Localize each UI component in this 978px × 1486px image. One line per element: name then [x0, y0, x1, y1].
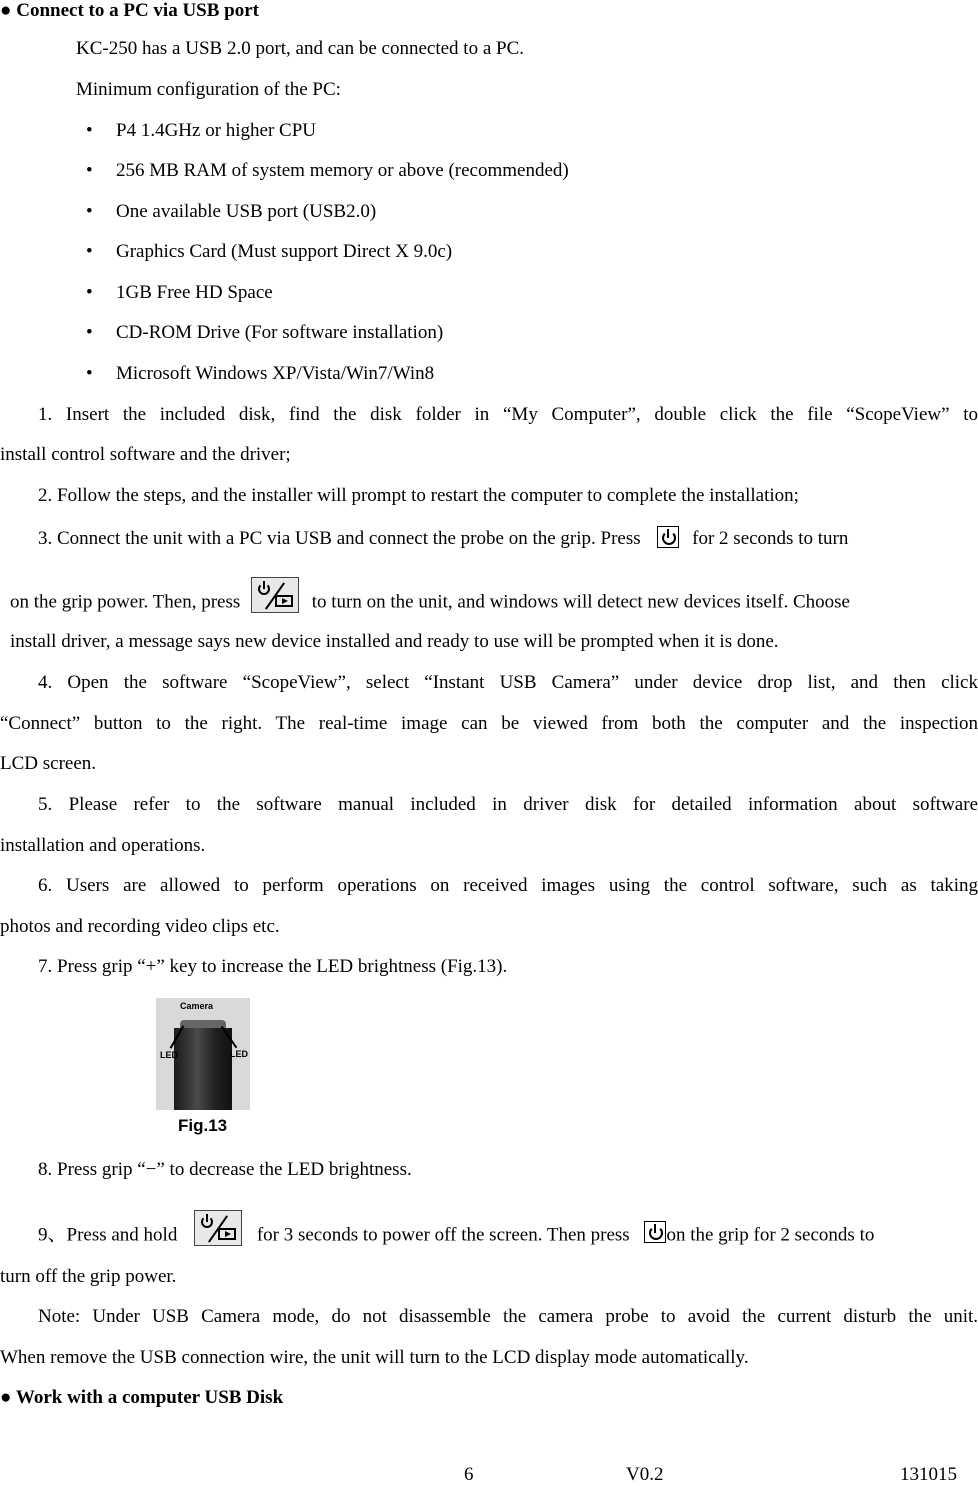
step-3-text-a: 3. Connect the unit with a PC via USB and connect the probe on the grip. Press: [38, 528, 641, 549]
step-5-line-2: installation and operations.: [0, 835, 206, 856]
bullet: •: [86, 120, 93, 141]
version-label: V0.2: [626, 1464, 664, 1485]
bullet: •: [86, 363, 93, 384]
intro-config-text: Minimum configuration of the PC:: [76, 79, 341, 100]
page-number: 6: [464, 1464, 474, 1485]
step-8: 8. Press grip “−” to decrease the LED brightness.: [38, 1159, 412, 1180]
figure-13-camera-photo: [156, 998, 250, 1138]
step-9-text-c: on the grip for 2 seconds to: [666, 1224, 875, 1246]
step-5-line-1: 5. Please refer to the software manual included in driver disk for detailed information about software: [38, 794, 978, 815]
step-6-line-1: 6. Users are allowed to perform operations on received images using the control software, such as taking: [38, 875, 978, 896]
bullet: •: [86, 160, 93, 181]
step-3-line-3: install driver, a message says new device installed and ready to use will be prompted when it is done.: [10, 631, 779, 652]
step-1-line-2: install control software and the driver;: [0, 444, 291, 465]
bullet: •: [86, 282, 93, 303]
step-6-line-2: photos and recording video clips etc.: [0, 916, 280, 937]
intro-port-text: KC-250 has a USB 2.0 port, and can be connected to a PC.: [76, 38, 524, 59]
list-item-text: CD-ROM Drive (For software installation): [116, 322, 444, 343]
power-play-switch-icon: [194, 1210, 242, 1246]
step-3-text-b: for 2 seconds to turn: [692, 528, 849, 549]
step-4-line-2: “Connect” button to the right. The real-time image can be viewed from both the computer and the inspection: [0, 713, 978, 734]
figure-caption: Fig.13: [178, 1116, 228, 1135]
step-7: 7. Press grip “+” key to increase the LED brightness (Fig.13).: [38, 956, 508, 977]
list-item-text: Microsoft Windows XP/Vista/Win7/Win8: [116, 363, 435, 384]
figure-label-camera: Camera: [180, 1001, 214, 1011]
step-9-line-2: turn off the grip power.: [0, 1266, 177, 1287]
step-3-line-1: [38, 528, 848, 551]
section-heading-usb-disk: ● Work with a computer USB Disk: [0, 1387, 284, 1408]
step-4-line-3: LCD screen.: [0, 753, 97, 774]
step-3-text-c: on the grip power. Then, press: [10, 591, 241, 613]
power-icon: [657, 526, 679, 548]
figure-label-led-right: LED: [230, 1049, 248, 1059]
power-play-switch-icon: [251, 577, 299, 613]
bullet: •: [86, 201, 93, 222]
power-icon: [644, 1221, 666, 1243]
date-code: 131015: [900, 1464, 957, 1485]
note-line-1: Note: Under USB Camera mode, do not disassemble the camera probe to avoid the current disturb the unit.: [38, 1306, 978, 1327]
list-item-text: 1GB Free HD Space: [116, 282, 273, 303]
section-heading-usb-port: ● Connect to a PC via USB port: [0, 0, 259, 21]
step-4-line-1: 4. Open the software “ScopeView”, select “Instant USB Camera” under device drop list, and then click: [38, 672, 978, 693]
figure-label-led-left: LED: [160, 1050, 178, 1060]
bullet: •: [86, 322, 93, 343]
step-9-text-a: 9、Press and hold: [38, 1224, 178, 1246]
step-1-line-1: 1. Insert the included disk, find the disk folder in “My Computer”, double click the file “ScopeView” to: [38, 404, 978, 425]
list-item-text: One available USB port (USB2.0): [116, 201, 377, 222]
list-item-text: P4 1.4GHz or higher CPU: [116, 120, 317, 141]
bullet: •: [86, 241, 93, 262]
note-line-2: When remove the USB connection wire, the unit will turn to the LCD display mode automatically.: [0, 1347, 749, 1368]
step-2: 2. Follow the steps, and the installer will prompt to restart the computer to complete the installation;: [38, 485, 799, 506]
step-9-line-1: [38, 1218, 874, 1254]
step-9-text-b: for 3 seconds to power off the screen. Then press: [256, 1224, 630, 1246]
list-item-text: 256 MB RAM of system memory or above (recommended): [116, 160, 569, 181]
list-item-text: Graphics Card (Must support Direct X 9.0c): [116, 241, 453, 262]
step-3-text-d: to turn on the unit, and windows will detect new devices itself. Choose: [311, 591, 850, 613]
step-3-line-2: [10, 585, 850, 621]
